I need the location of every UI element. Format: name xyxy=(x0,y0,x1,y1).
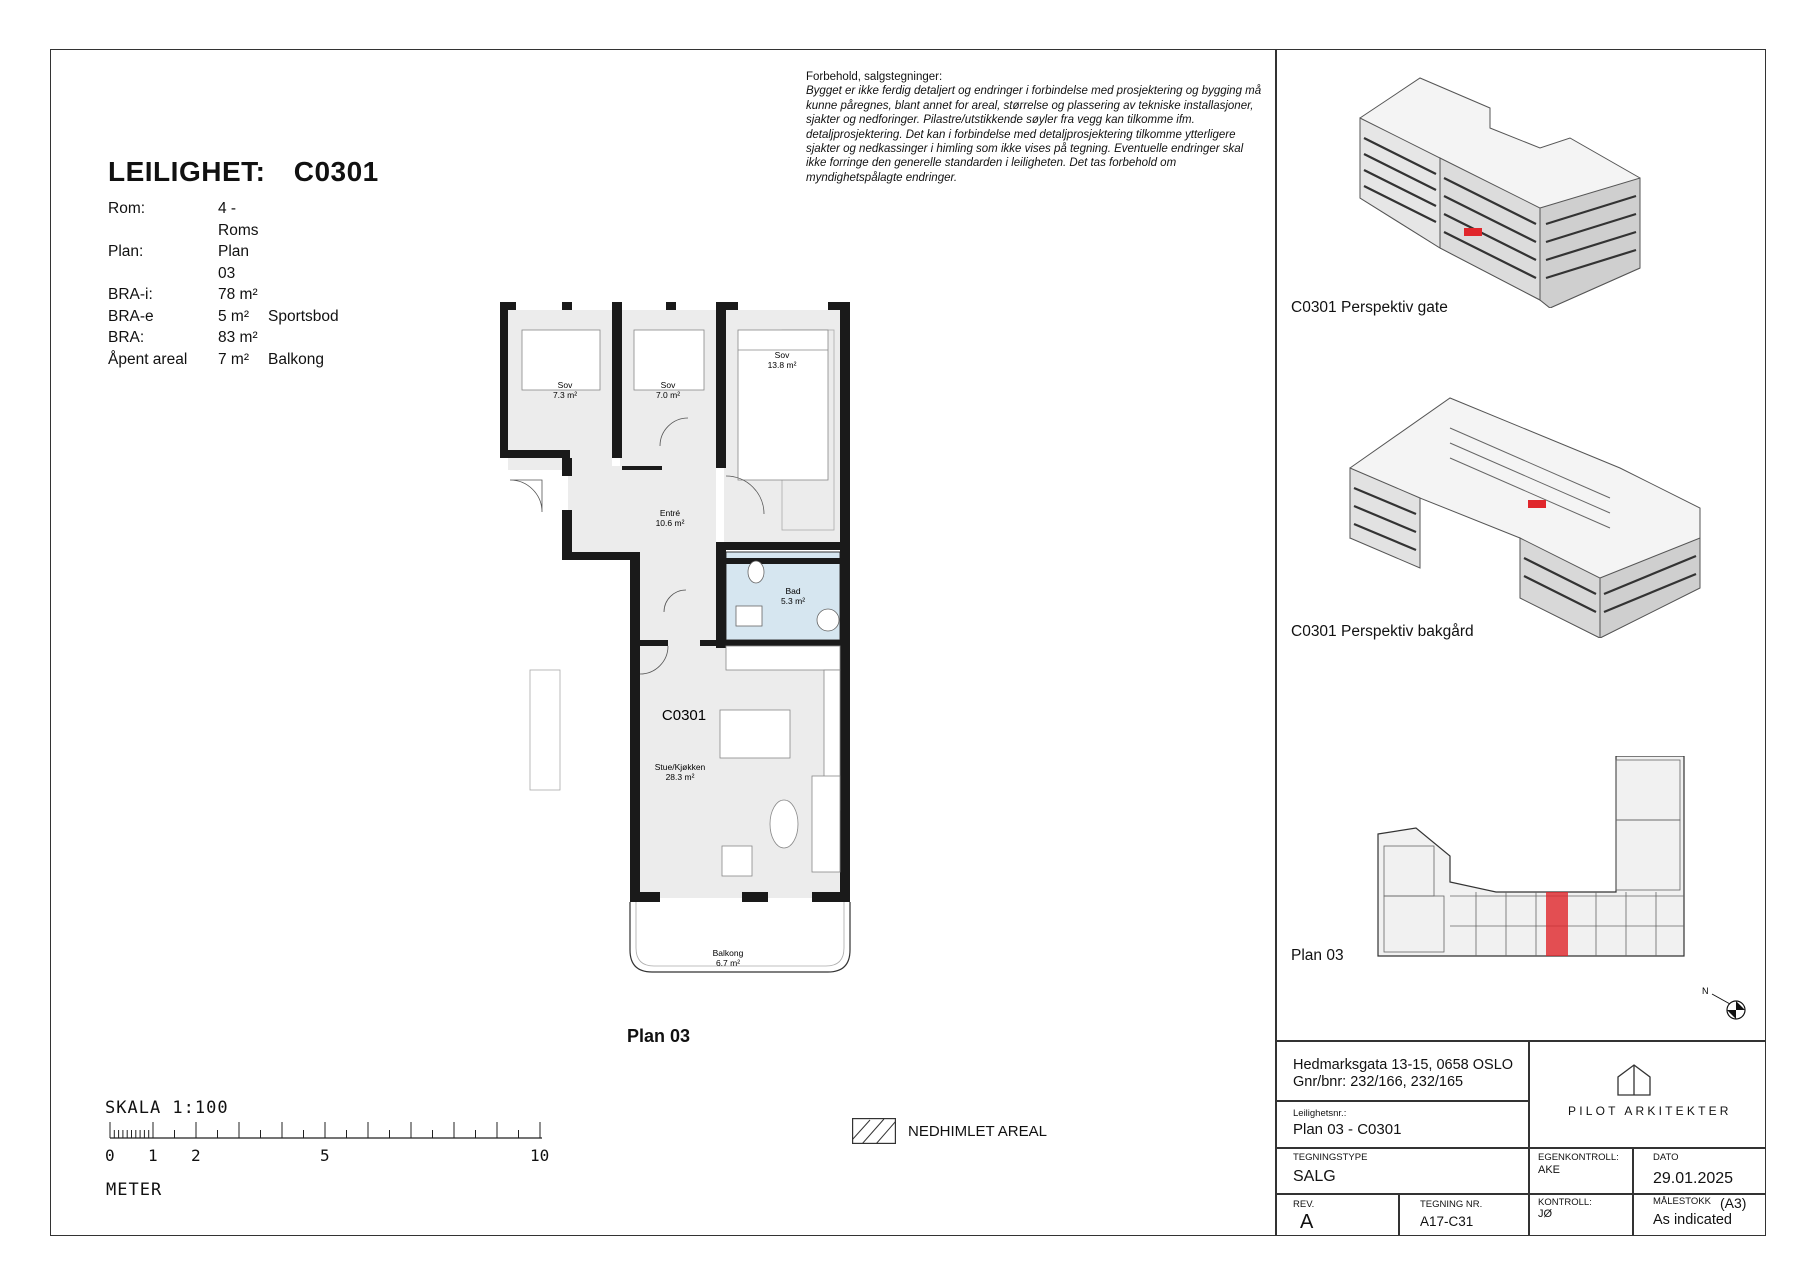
perspective-gate-image xyxy=(1340,68,1700,308)
perspective-bakgard-image xyxy=(1340,388,1710,638)
scale-bar xyxy=(100,1118,550,1148)
apartment-title xyxy=(108,156,379,188)
tegning-nr-value: A17-C31 xyxy=(1420,1214,1474,1229)
info-value: 7 m² xyxy=(218,350,249,368)
north-arrow-icon xyxy=(1702,984,1750,1020)
info-key: BRA-e xyxy=(108,307,154,325)
room-area-balkong: 6.7 m² xyxy=(715,958,741,968)
tb-divider xyxy=(1398,1193,1400,1236)
floor-plan xyxy=(490,290,880,990)
info-row-bra-e xyxy=(108,306,339,328)
hatch-icon xyxy=(852,1118,896,1144)
svg-text:N: N xyxy=(1702,986,1709,996)
room-area-stue: 28.3 m² xyxy=(665,772,695,782)
scale-tick-1: 1 xyxy=(148,1146,158,1165)
scale-tick-2: 2 xyxy=(191,1146,201,1165)
info-extra: Sportsbod xyxy=(268,307,339,325)
info-value: 5 m² xyxy=(218,307,249,325)
tb-divider xyxy=(1275,1100,1528,1102)
info-value: 4 - Roms xyxy=(218,200,259,239)
info-key: Rom: xyxy=(108,200,146,217)
firm-name: PILOT ARKITEKTER xyxy=(1568,1104,1732,1118)
egenkontroll-value: AKE xyxy=(1538,1164,1561,1176)
scale-tick-10: 10 xyxy=(530,1146,550,1165)
legend-label: NEDHIMLET AREAL xyxy=(908,1122,1047,1140)
kontroll-label: KONTROLL: xyxy=(1538,1197,1592,1208)
tb-divider xyxy=(1528,1040,1530,1236)
disclaimer-body: Bygget er ikke ferdig detaljert og endringer i forbindelse med prosjektering og bygging må kunne påregnes, blant annet for areal, størrelse og plassering av tekniske installasjoner, sjakter og nedforinger. Pilastre/utstikkende søyler fra vegg kan tilkomme ifm. detaljprosjektering. Det kan i forbindelse med detaljprosjektering tilkomme ytterligere sjakter og nedkassinger i himling som ikke vises på tegning. Eventuelle endringer skal ikke forringe den generelle standarden i leiligheten. Det tas forbehold om myndighetspålagte endringer. xyxy=(806,85,1262,184)
unit-highlight xyxy=(1546,892,1568,956)
address-line-1: Hedmarksgata 13-15, 0658 OSLO xyxy=(1293,1057,1514,1073)
unit-highlight xyxy=(1528,500,1546,508)
tegning-nr-label: TEGNING NR. xyxy=(1420,1199,1483,1210)
dato-label: DATO xyxy=(1653,1152,1679,1163)
rev-label: REV. xyxy=(1293,1199,1315,1210)
persp-bakgard-label: C0301 Perspektiv bakgård xyxy=(1291,623,1474,640)
room-area-sov-3: 13.8 m² xyxy=(767,360,797,370)
room-name-balkong: Balkong xyxy=(712,948,744,958)
key-plan-label: Plan 03 xyxy=(1291,947,1344,964)
tegningstype-value: SALG xyxy=(1293,1168,1336,1185)
dato-value: 29.01.2025 xyxy=(1653,1170,1734,1187)
disclaimer-note xyxy=(806,70,1266,185)
tb-divider xyxy=(1275,1147,1766,1149)
info-value: 78 m² xyxy=(218,286,258,303)
room-name-sov-1: Sov xyxy=(557,380,573,390)
scale-unit: METER xyxy=(106,1180,163,1200)
legend-nedhimlet xyxy=(852,1118,1047,1144)
room-area-bad: 5.3 m² xyxy=(780,596,806,606)
info-row-rom xyxy=(108,198,339,241)
info-key: Åpent areal xyxy=(108,350,188,368)
info-row-bra-i xyxy=(108,284,339,306)
room-name-bad: Bad xyxy=(785,586,801,596)
pilot-logo-icon xyxy=(1614,1063,1654,1097)
malestokk-size: (A3) xyxy=(1720,1195,1747,1211)
info-value: Plan 03 xyxy=(218,243,250,282)
malestokk-label: MÅLESTOKK xyxy=(1653,1196,1711,1207)
info-key: BRA-i: xyxy=(108,286,153,303)
room-name-sov-3: Sov xyxy=(774,350,790,360)
info-key: BRA: xyxy=(108,329,145,346)
scale-title: SKALA 1:100 xyxy=(105,1098,229,1118)
egenkontroll-label: EGENKONTROLL: xyxy=(1538,1152,1619,1163)
info-row-apent-areal xyxy=(108,349,339,371)
room-area-entre: 10.6 m² xyxy=(655,518,685,528)
apartment-id: C0301 xyxy=(293,156,379,187)
malestokk-value: As indicated xyxy=(1653,1212,1732,1228)
leilighetsnr-value: Plan 03 - C0301 xyxy=(1293,1121,1402,1138)
info-row-bra xyxy=(108,327,339,349)
scale-tick-5: 5 xyxy=(320,1146,330,1165)
panel-divider xyxy=(1275,49,1277,1236)
room-name-entre: Entré xyxy=(659,508,681,518)
room-area-sov-2: 7.0 m² xyxy=(655,390,681,400)
tegningstype-label: TEGNINGSTYPE xyxy=(1293,1152,1368,1163)
unit-label: C0301 xyxy=(661,707,707,724)
disclaimer-heading: Forbehold, salgstegninger: xyxy=(806,71,943,83)
floor-entre-hall xyxy=(638,550,716,646)
info-extra: Balkong xyxy=(268,350,325,368)
key-plan-image xyxy=(1376,756,1696,966)
room-area-sov-1: 7.3 m² xyxy=(552,390,578,400)
kontroll-value: JØ xyxy=(1538,1208,1553,1220)
persp-gate-label: C0301 Perspektiv gate xyxy=(1291,299,1448,316)
tb-divider xyxy=(1275,1040,1766,1042)
unit-highlight xyxy=(1464,228,1482,236)
leilighetsnr-label: Leilighetsnr.: xyxy=(1293,1108,1347,1119)
info-value: 83 m² xyxy=(218,329,258,346)
room-name-stue: Stue/Kjøkken xyxy=(654,762,706,772)
room-name-sov-2: Sov xyxy=(660,380,676,390)
info-row-plan xyxy=(108,241,339,284)
apartment-info-table xyxy=(108,198,339,370)
scale-tick-0: 0 xyxy=(105,1146,115,1165)
info-key: Plan: xyxy=(108,243,144,260)
tb-divider xyxy=(1275,1193,1766,1195)
address-line-2: Gnr/bnr: 232/166, 232/165 xyxy=(1293,1074,1464,1090)
floor-entre xyxy=(568,466,716,556)
tb-divider xyxy=(1632,1147,1634,1236)
project-address xyxy=(1293,1057,1513,1091)
plan-caption: Plan 03 xyxy=(627,1026,691,1046)
title-prefix: LEILIGHET: xyxy=(108,156,266,187)
rev-value: A xyxy=(1300,1211,1314,1233)
